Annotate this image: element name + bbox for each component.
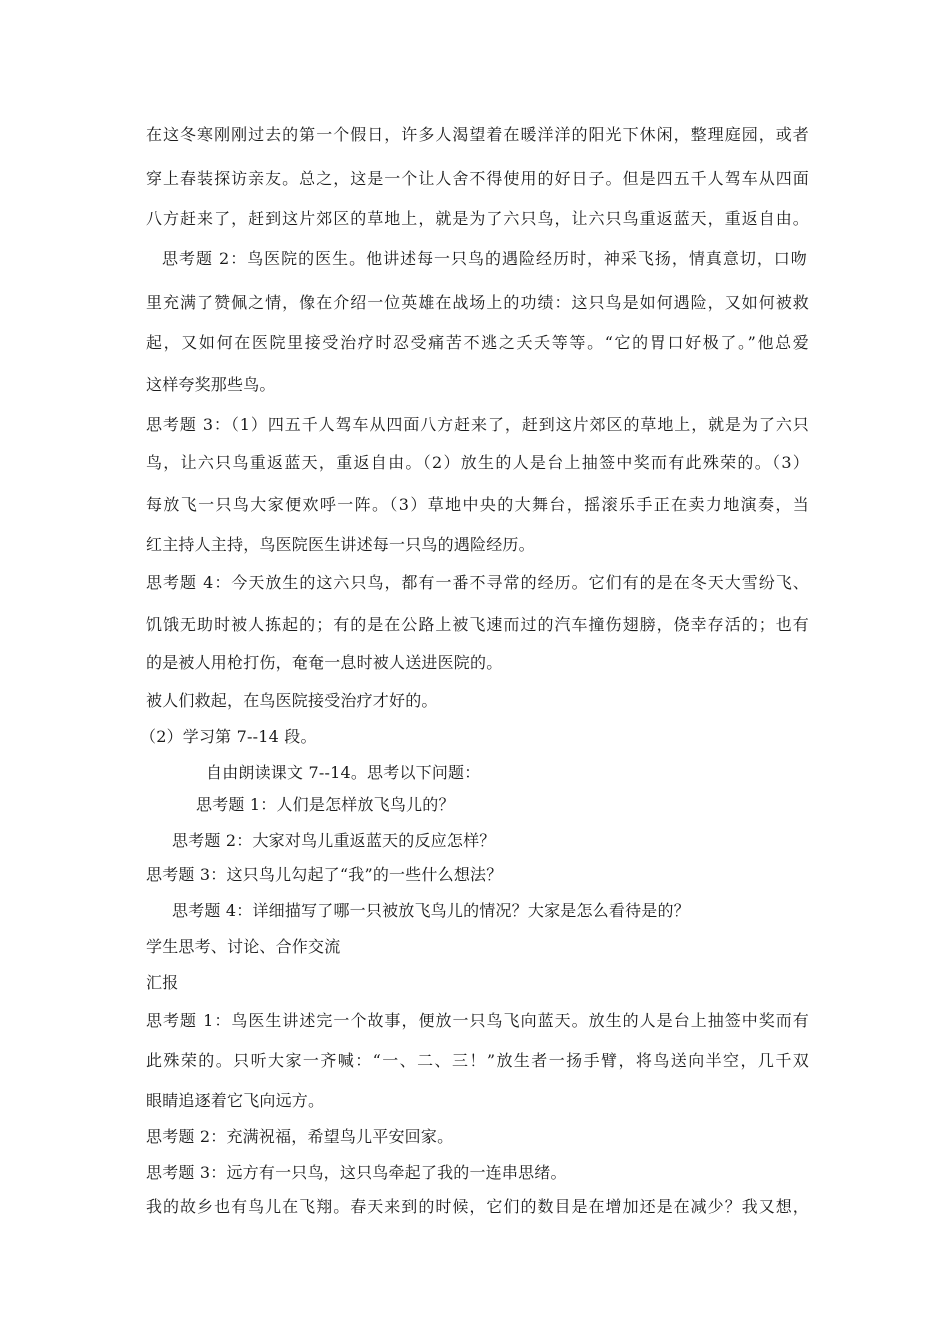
paragraph-line: 在这冬寒刚刚过去的第一个假日，许多人渴望着在暖洋洋的阳光下休闲，整理庭园，或者 [146,125,809,144]
paragraph-line: 思考题 3：远方有一只鸟，这只鸟牵起了我的一连串思绪。 [146,1163,567,1182]
paragraph-line: 的是被人用枪打伤，奄奄一息时被人送进医院的。 [146,653,503,672]
question-line: 思考题 1：人们是怎样放飞鸟儿的？ [196,795,455,814]
paragraph-line: 学生思考、讨论、合作交流 [146,937,341,956]
paragraph-line: 红主持人主持，鸟医院医生讲述每一只鸟的遇险经历。 [146,535,535,554]
question-line: 思考题 3：这只鸟儿勾起了“我”的一些什么想法？ [146,865,503,884]
paragraph-line: 这样夸奖那些鸟。 [146,375,276,394]
paragraph-line: 穿上春装探访亲友。总之，这是一个让人舍不得使用的好日子。但是四五千人驾车从四面 [146,169,809,188]
paragraph-line: 每放飞一只鸟大家便欢呼一阵。（3）草地中央的大舞台，摇滚乐手正在卖力地演奏，当 [146,495,809,514]
paragraph-line: 饥饿无助时被人拣起的；有的是在公路上被飞速而过的汽车撞伤翅膀，侥幸存活的；也有 [146,615,809,634]
paragraph-line: 鸟，让六只鸟重返蓝天，重返自由。（2）放生的人是台上抽签中奖而有此殊荣的。（3） [146,453,809,472]
paragraph-line: 汇报 [146,973,179,992]
paragraph-line: 思考题 1：鸟医生讲述完一个故事，便放一只鸟飞向蓝天。放生的人是台上抽签中奖而有 [146,1011,809,1030]
paragraph-line: 思考题 2：充满祝福，希望鸟儿平安回家。 [146,1127,454,1146]
question-line: 思考题 2：大家对鸟儿重返蓝天的反应怎样？ [172,831,496,850]
paragraph-line: 此殊荣的。只听大家一齐喊：“一、二、三！”放生者一扬手臂，将鸟送向半空，几千双 [146,1051,809,1070]
paragraph-line: 眼睛追逐着它飞向远方。 [146,1091,325,1110]
instruction-line: 自由朗读课文 7--14。思考以下问题： [206,763,481,782]
paragraph-line: 我的故乡也有鸟儿在飞翔。春天来到的时候，它们的数目是在增加还是在减少？我又想， [146,1197,809,1216]
question-line: 思考题 4：详细描写了哪一只被放飞鸟儿的情况？大家是怎么看待是的？ [172,901,690,920]
paragraph-line: 思考题 3：（1）四五千人驾车从四面八方赶来了，赶到这片郊区的草地上，就是为了六只 [146,415,809,434]
paragraph-line: 八方赶来了，赶到这片郊区的草地上，就是为了六只鸟，让六只鸟重返蓝天，重返自由。 [146,209,809,228]
paragraph-line: 里充满了赞佩之情，像在介绍一位英雄在战场上的功绩：这只鸟是如何遇险，又如何被救 [146,293,809,312]
paragraph-line: 思考题 4：今天放生的这六只鸟，都有一番不寻常的经历。它们有的是在冬天大雪纷飞、 [146,573,809,592]
section-heading: （2）学习第 7--14 段。 [140,727,317,746]
paragraph-line: 思考题 2：鸟医院的医生。他讲述每一只鸟的遇险经历时，神采飞扬，情真意切，口吻 [162,249,807,268]
paragraph-line: 被人们救起，在鸟医院接受治疗才好的。 [146,691,438,710]
paragraph-line: 起，又如何在医院里接受治疗时忍受痛苦不逃之夭夭等等。“它的胃口好极了。”他总爱 [146,333,809,352]
